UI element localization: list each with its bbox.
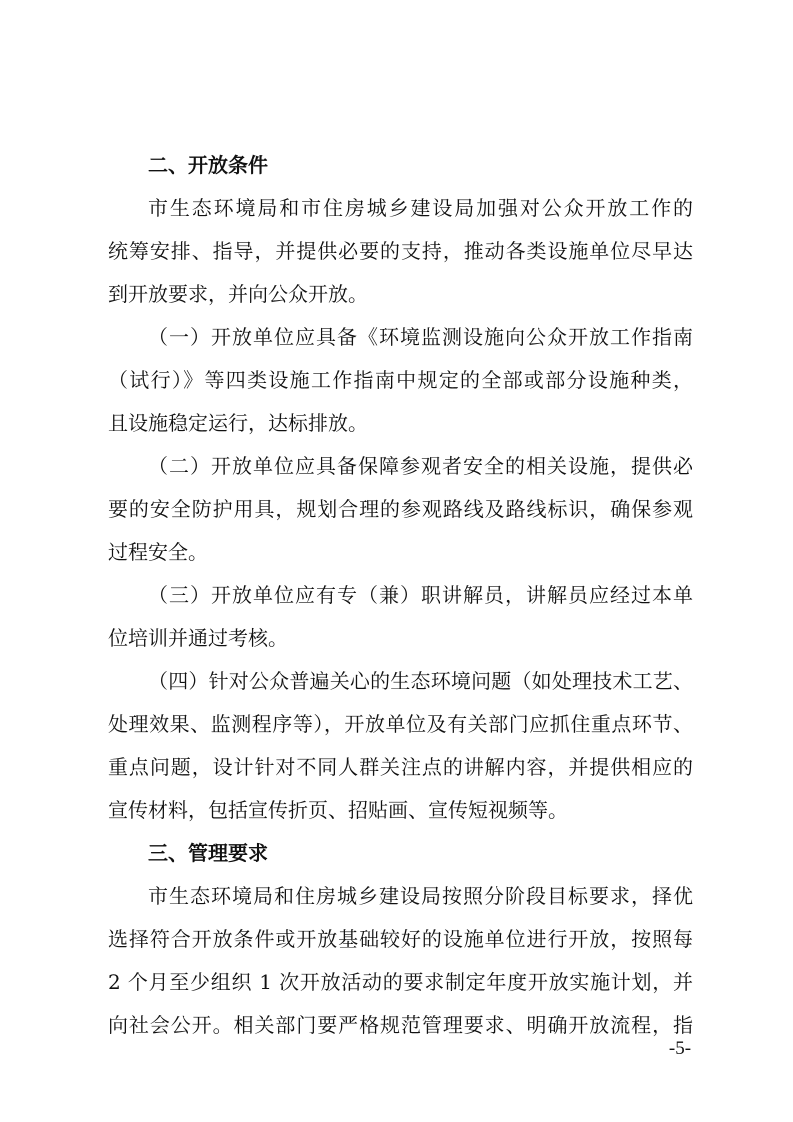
paragraph-line: 向社会公开。相关部门要严格规范管理要求、明确开放流程，指 (108, 1013, 693, 1037)
list-item-line: （三）开放单位应有专（兼）职讲解员，讲解员应经过本单 (148, 583, 693, 607)
list-item-line: （四）针对公众普遍关心的生态环境问题（如处理技术工艺、 (148, 669, 693, 693)
paragraph-line: 2 个月至少组织 1 次开放活动的要求制定年度开放实施计划，并 (108, 970, 693, 994)
list-item-line: 宣传材料，包括宣传折页、招贴画、宣传短视频等。 (108, 798, 568, 822)
page-number: -5- (668, 1038, 692, 1059)
list-item-line: （一）开放单位应具备《环境监测设施向公众开放工作指南 (148, 325, 693, 349)
paragraph-line: 市生态环境局和住房城乡建设局按照分阶段目标要求，择优 (148, 884, 693, 908)
list-item-line: 过程安全。 (108, 540, 208, 564)
section-heading-open-conditions: 二、开放条件 (148, 153, 268, 177)
list-item-line: （试行）》等四类设施工作指南中规定的全部或部分设施种类， (108, 368, 693, 392)
list-item-line: 且设施稳定运行，达标排放。 (108, 411, 368, 435)
paragraph-line: 统筹安排、指导，并提供必要的支持，推动各类设施单位尽早达 (108, 239, 693, 263)
list-item-line: 位培训并通过考核。 (108, 626, 288, 650)
list-item-line: 要的安全防护用具，规划合理的参观路线及路线标识，确保参观 (108, 497, 693, 521)
list-item-line: 处理效果、监测程序等），开放单位及有关部门应抓住重点环节、 (108, 712, 693, 736)
paragraph-line: 到开放要求，并向公众开放。 (108, 282, 368, 306)
list-item-line: （二）开放单位应具备保障参观者安全的相关设施，提供必 (148, 454, 693, 478)
paragraph-line: 市生态环境局和市住房城乡建设局加强对公众开放工作的 (148, 196, 693, 220)
list-item-line: 重点问题，设计针对不同人群关注点的讲解内容，并提供相应的 (108, 755, 693, 779)
paragraph-line: 选择符合开放条件或开放基础较好的设施单位进行开放，按照每 (108, 927, 693, 951)
section-heading-management: 三、管理要求 (148, 841, 268, 865)
